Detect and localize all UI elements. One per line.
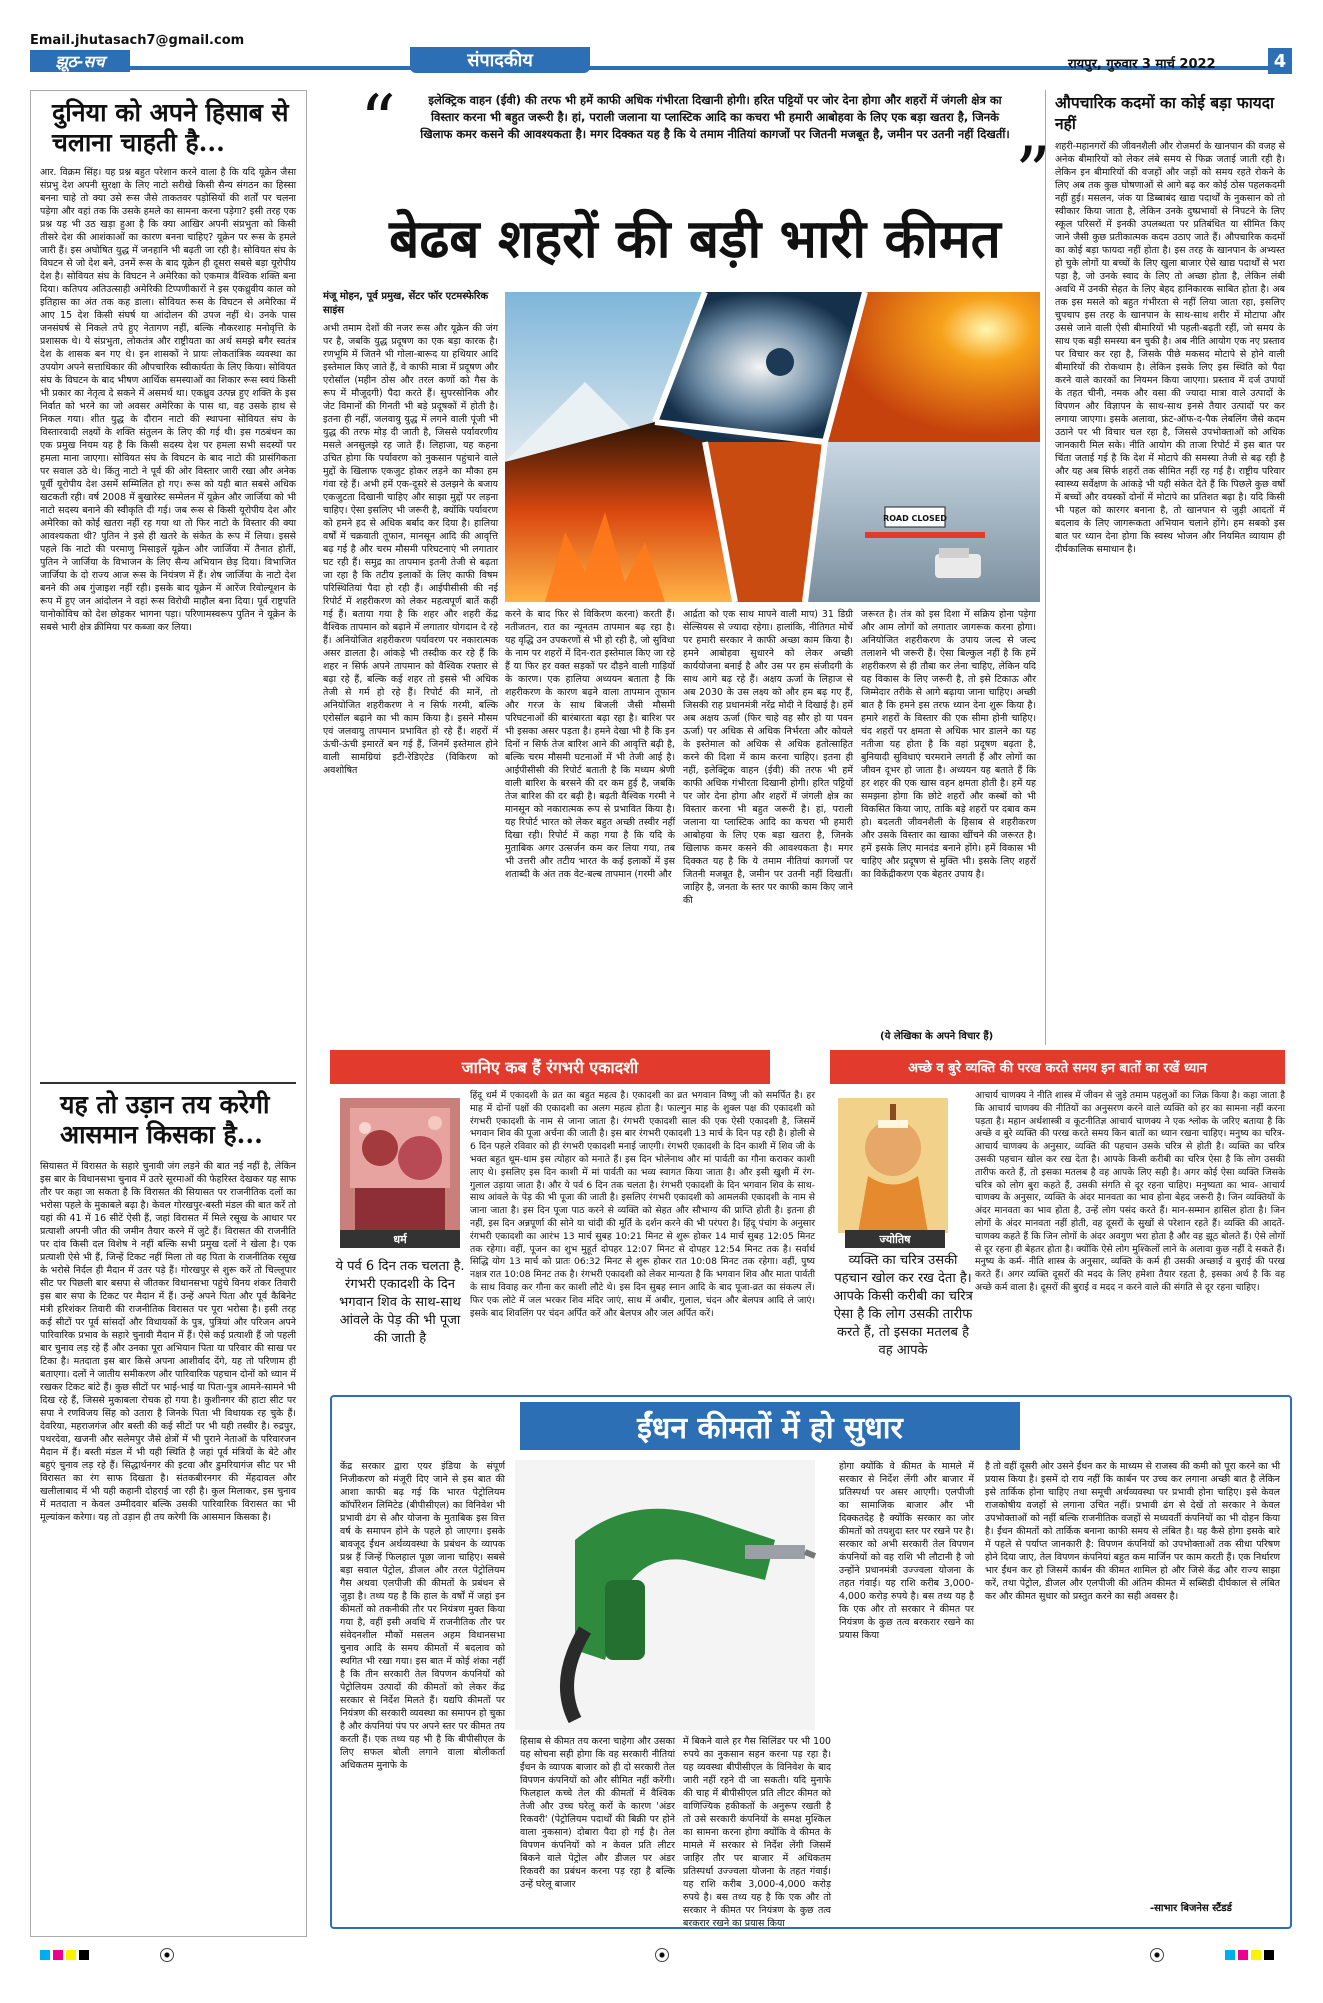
fuel-col1: केंद्र सरकार द्वारा एयर इंडिया के संपूर्ण निजीकरण को मंजूरी दिए जाने से इस बात की आशा काफी बढ़ गई कि भारत पेट्रोलियम कॉर्पोरेशन लिमिटेड (बीपीसीएल) का विनिवेश भी प्रभावी ढंग से और योजना के मुताबिक इस वित्त वर्ष के समापन होने के पहले हो जाएगा। इसके बावजूद ईंधन अर्थव्यवस्था के प्रबंधन के व्यापक प्रश्न हैं जिन्हें फिलहाल पूछा जाना चाहिए। सबसे बड़ा सवाल पेट्रोल, डीजल और तरल पेट्रोलियम गैस अथवा एलपीजी की कीमतों के प्रबंधन से जुड़ा है। तथ्य यह है कि हाल के वर्षों में जहां इन कीमतों को तकनीकी तौर पर नियंत्रण मुक्त किया गया है, वहीं इसी अवधि में राजनीतिक तौर पर संवेदनशील मौकों मसलन अहम विधानसभा चुनाव आदि के समय कीमतों में बदलाव को स्थगित भी रखा गया। इस बात में कोई शंका नहीं है कि तीन सरकारी तेल विपणन कंपनियों को पेट्रोलियम उत्पादों की कीमतों को लेकर केंद्र सरकार से निर्देश मिलते हैं। यद्यपि कीमतों पर नियंत्रण की सरकारी व्यवस्था का समापन हो चुका है और कंपनियां पंप पर अपने स्तर पर कीमत तय करती हैं। एक तथ्य यह भी है कि बीपीसीएल के लिए सफल बोली लगाने वाला बोलीकर्ता अधिकतम मुनाफे के bbox=[340, 1461, 505, 1771]
road-closed-sign: ROAD CLOSED bbox=[883, 514, 947, 523]
left-article-1-title: दुनिया को अपने हिसाब से चलाना चाहती है... bbox=[52, 98, 289, 157]
editorial-body-col1: अभी तमाम देशों की नजर रूस और यूक्रेन की जंग पर है, जबकि युद्ध प्रदूषण का एक बड़ा कारक है। रणभूमि में जितने भी गोला-बारूद या हथियार आदि इस्तेमाल किए जाते हैं, वे काफी मात्रा में प्रदूषण और एरोसॉल (महीन ठोस और तरल कणों को गैस के रूप में मौजूदगी) पैदा करते हैं। सुपरसोनिक और जेट विमानों की गिनती भी बड़े प्रदूषकों में होती है। इतना ही नहीं, जलवायु युद्ध में लगने वाली पूंजी भी युद्ध की तरफ मोड़ दी जाती है, जिससे पर्यावरणीय मसले अनसुलझे रह जाते हैं। लिहाजा, यह कहना उचित होगा कि पर्यावरण को नुकसान पहुंचाने वाले मुद्दों के खिलाफ एकजुट होकर लड़ने का मौका हम गंवा रहे हैं। अभी हमें एक-दूसरे से उलझने के बजाय एकजुटता दिखानी चाहिए और साझा मुद्दों पर लड़ना चाहिए। ऐसा इसलिए भी जरूरी है, क्योंकि पर्यावरण को हमने हद से अधिक बर्बाद कर दिया है। हालिया वर्षों में चक्रवाती तूफान, मानसून आदि की आवृत्ति बढ़ गई है और चरम मौसमी परिघटनाएं भी लगातार घट रही हैं। समुद्र का तापमान इतनी तेजी से बढ़ता जा रहा है कि तटीय इलाकों के लिए काफी विषम परिस्थितियां पैदा हो रही हैं। आईपीसीसी की नई रिपोर्ट में शहरीकरण को लेकर महत्वपूर्ण बातें कही गई हैं। बताया गया है कि शहर और शहरी केंद्र वैश्विक तापमान को बढ़ाने में लगातार योगदान दे रहे हैं। अनियोजित शहरीकरण पर्यावरण पर नकारात्मक असर डालता है। आंकड़े भी तस्दीक कर रहे हैं कि शहर न सिर्फ अपने तापमान को वैश्विक रफ्तार से बढ़ा रहे हैं, बल्कि कई शहर तो इससे भी अधिक तेजी से गर्म हो रहे हैं। रिपोर्ट की मानें, तो अनियोजित शहरीकरण ने न सिर्फ गरमी, बल्कि एरोसॉल बढ़ाने का भी काम किया है। इसने मौसम एवं जलवायु तापमान प्रभावित हो रहे हैं। शहरों में ऊंची-ऊंची इमारतें बन गई हैं, जिनमें इस्तेमाल होने वाली सामग्रियां इटी-रेडिएटेड (विकिरण को अवशोषित bbox=[323, 323, 498, 776]
fuel-col4b: होगा क्योंकि वे कीमत के मामले में सरकार से निर्देश लेंगी और बाजार में प्रतिस्पर्धा पर असर आएगी। एलपीजी का सामाजिक बाजार और भी दिक्कतदेह है क्योंकि सरकार का जोर कीमतों को तयशुदा स्तर पर रखने पर है। सरकार को अभी सरकारी तेल विपणन कंपनियों को वह राशि भी लौटानी है जो उन्होंने प्रधानमंत्री उज्ज्वला योजना के तहत गंवाई। यह राशि करीब 3,000-4,000 करोड़ रुपये है। बस तथ्य यह है कि एक और तो सरकार ने कीमत पर नियंत्रण के कुछ तत्व बरकरार रखने का प्रयास किया bbox=[839, 1461, 974, 1641]
chanakya-title-bar bbox=[830, 1050, 1285, 1084]
brand-text: झूठ-सच bbox=[55, 52, 105, 71]
fuel-credit: -साभार बिजनेस स्टैंडर्ड bbox=[1150, 1903, 1232, 1914]
right-article-body: शहरी-महानगरों की जीवनशैली और रोजमर्रा के खानपान की वजह से अनेक बीमारियों को लेकर लंबे समय से फिक्र जताई जाती रही है। लेकिन इन बीमारियों की वजहों और जड़ों को समय रहते रोकने के लिए अब तक कुछ घोषणाओं से आगे बढ़ कर कोई ठोस पहलकदमी नहीं हुई। मसलन, जंक या डिब्बाबंद खाद्य पदार्थों के नुकसान को तो स्वीकार किया जाता है, लेकिन उनके दुष्प्रभावों से निपटने के लिए स्कूल परिसरों में इनकी उपलब्धता पर प्रतिबंधित या सीमित किए जाने जैसी कुछ प्रतीकात्मक कदम उठाए जाते हैं। औपचारिक कदमों का कोई बड़ा फायदा नहीं होता है। इस तरह के खानपान के अभ्यस्त हो चुके लोगों या बच्चों के लिए खुला बाजार ऐसे खाद्य पदार्थों से भरा पड़ा है, जो उनके स्वाद के लिए तो अच्छा होता है, लेकिन लंबी अवधि में उनकी सेहत के लिए बेहद हानिकारक साबित होता है। अब तक इस मसले को बहुत गंभीरता से नहीं लिया जाता रहा, इसलिए चुपचाप इस तरह के खानपान के साथ-साथ शरीर में मोटापा और उससे जाने वाली ऐसी बीमारियों भी पहली-बढ़ती रहीं, जो समय के साथ एक बड़ी समस्या बन चुकी है। अब नीति आयोग एक नए प्रस्ताव पर विचार कर रहा है, जिसके पीछे मकसद मोटापे से होने वाली बीमारियों की रोकथाम है। लेकिन इसके लिए इस स्थिति को पैदा करने वाले कारकों का नियमन किया जाएगा। प्रस्ताव में दर्ज उपायों के तहत चीनी, नमक और वसा की ज्यादा मात्रा वाले उत्पादों के विपणन और विज्ञापन के साथ-साथ इनसे तैयार उत्पादों पर कर लगाया जाएगा। इसके अलावा, फ्रंट-ऑफ-द-पैक लेबलिंग जैसे कदम उठाने पर भी विचार चल रहा है, जिससे उपभोक्ताओं को अधिक जानकारी मिल सके। नीति आयोग की ताजा रिपोर्ट में इस बात पर चिंता जताई गई है कि देश में मोटापे की समस्या तेजी से बढ़ रही है और यह अब सिर्फ शहरों तक सीमित नहीं रह गई है। राष्ट्रीय परिवार स्वास्थ्य सर्वेक्षण के आंकड़े भी यही संकेत देते हैं कि पिछले कुछ वर्षों में बच्चों और वयस्कों दोनों में मोटापे का प्रतिशत बढ़ा है। यदि किसी भी पहल को कारगर बनाना है, तो खानपान से जुड़ी आदतों में बदलाव के लिए जागरूकता अभियान चलाने होंगे। हम सबको इस बात पर ध्यान देना होगा कि स्वस्थ भोजन और नियमित व्यायाम ही दीर्घकालिक समाधान है। bbox=[1055, 141, 1285, 555]
brand-logo bbox=[30, 50, 130, 72]
dateline: रायपुर, गुरुवार 3 मार्च 2022 bbox=[1068, 57, 1216, 72]
chanakya-portrait-svg bbox=[838, 1098, 948, 1233]
fuel-headline-bar bbox=[520, 1402, 1020, 1450]
ekadashi-photo bbox=[340, 1098, 460, 1238]
ekadashi-caption: ये पर्व 6 दिन तक चलता है. रंगभरी एकादशी के दिन भगवान शिव के साथ-साथ आंवले के पेड़ की भी पूजा की जाती है bbox=[335, 1259, 465, 1346]
ekadashi-title: जानिए कब हैं रंगभरी एकादशी bbox=[461, 1058, 639, 1077]
editorial-body-col3: आर्द्रता को एक साथ मापने वाली माप) 31 डिग्री सेल्सियस से ज्यादा रहेगा। हालांकि, नीतिगत मोर्चे पर हमारी सरकार ने काफी अच्छा काम किया है। हमने आबोहवा सुधारने को लेकर अच्छी कार्ययोजना बनाई है और उस पर हम संजीदगी के साथ आगे बढ़ रहे हैं। अक्षय ऊर्जा के लिहाज से अब 2030 के उस लक्ष्य को और हम बढ़ गए हैं, जिसकी राह प्रधानमंत्री नरेंद्र मोदी ने दिखाई है। हमें अब अक्षय ऊर्जा (फिर चाहे वह सौर हो या पवन ऊर्जा) पर अधिक से अधिक निर्भरता और कोयले के इस्तेमाल को अधिक से अधिक हतोत्साहित करने की दिशा में काम करना चाहिए। इतना ही नहीं, इलेक्ट्रिक वाहन (ईवी) की तरफ भी हमें काफी अधिक गंभीरता दिखानी होगी। हरित पट्टियों पर जोर देना होगा और शहरों में जंगली क्षेत्र का विस्तार करना भी बहुत जरूरी है। हां, पराली जलाना या प्लास्टिक आदि का कचरा भी हमारी आबोहवा के लिए एक बड़ा खतरा है, जिनके खिलाफ कमर कसने की आवश्यकता है। मगर दिक्कत यह है कि ये तमाम नीतियां कागजों पर जितनी मजबूत है, जमीन पर उतनी नहीं दिखतीं। जाहिर है, जनता के स्तर पर काफी काम किए जाने की bbox=[683, 609, 853, 906]
ekadashi-tag-text: धर्म bbox=[393, 1232, 407, 1246]
left-divider bbox=[40, 1082, 296, 1084]
right-article-title: औपचारिक कदमों का कोई बड़ा फायदा नहीं bbox=[1055, 93, 1274, 133]
close-quote-mark: ” bbox=[1015, 132, 1051, 214]
page-number: 4 bbox=[1268, 48, 1292, 74]
fuel-col5: है तो वहीं दूसरी ओर उसने ईंधन कर के माध्यम से राजस्व की कमी को पूरा करने का भी प्रयास किया है। इसमें दो राय नहीं कि कार्बन पर उच्च कर लगाना अच्छी बात है लेकिन इसे तार्किक होना चाहिए तथा समूची अर्थव्यवस्था पर प्रभावी होना चाहिए। इसे केवल राजकोषीय वजहों से लगाना उचित नहीं। प्रभावी ढंग से देखें तो सरकार ने केवल उपभोक्ताओं को नहीं बल्कि राजनीतिक वजहों से मध्यवर्ती कंपनियों का भी दोहन किया है। ईंधन कीमतों को तार्किक बनाना काफी समय से लंबित है। यह कैसे होगा इसके बारे में पहले से पर्याप्त जानकारी है: विपणन कंपनियों को उपभोक्ताओं तक सीधा परिषण होने दिया जाए, तेल विपणन कंपनियां बहुत कम मार्जिन पर काम करती हैं। एक निर्धारण भार ईंधन कर हो जिसमें कार्बन की कीमत शामिल हो और जिसे केंद्र और राज्य साझा करें, तथा पेट्रोल, डीजल और एलपीजी की अंतिम कीमत में सब्सिडी दीर्घकाल से लंबित कर और कीमत सुधार को प्रस्तुत करने का सही अवसर है। bbox=[985, 1461, 1280, 1602]
color-bar-right bbox=[1225, 1950, 1274, 1960]
editorial-body-col4: जरूरत है। तंत्र को इस दिशा में सक्रिय होना पड़ेगा और आम लोगों को लगातार जागरूक करना होगा। अनियोजित शहरीकरण के उपाय जल्द से जल्द तलाशने भी जरूरी हैं। ऐसा बिल्कुल नहीं है कि हमें शहरीकरण से ही तौबा कर लेना चाहिए, लेकिन यदि यह विकास के लिए जरूरी है, तो इसे टिकाऊ और जिम्मेदार तरीके से आगे बढ़ाया जाना चाहिए। अच्छी बात है कि हमने इस तरफ ध्यान देना शुरू किया है। हमारे शहरों के विस्तार की एक सीमा होनी चाहिए। चंद शहरों पर क्षमता से अधिक भार डालने का यह नतीजा यह होता है कि वहां प्रदूषण बढ़ता है, बुनियादी सुविधाएं चरमराने लगती हैं और लोगों का जीवन दूभर हो जाता है। अध्ययन यह बताते हैं कि हर शहर की एक खास वहन क्षमता होती है। हमें यह समझना होगा कि छोटे शहरों और कस्बों को भी विकसित किया जाए, ताकि बड़े शहरों पर दबाव कम हो। बदलती जीवनशैली के हिसाब से शहरीकरण और उसके विस्तार का खाका खींचने की जरूरत है। हमें इसके लिए मानदंड बनाने होंगे। हमें विकास भी चाहिए और प्रदूषण से मुक्ति भी। इसके लिए शहरों का विकेंद्रीकरण एक बेहतर उपाय है। bbox=[861, 609, 1036, 880]
chanakya-title: अच्छे व बुरे व्यक्ति की परख करते समय इन बातों का रखें ध्यान bbox=[908, 1061, 1207, 1076]
left-article-2-body: सियासत में विरासत के सहारे चुनावी जंग लड़ने की बात नई नहीं है, लेकिन इस बार के विधानसभा चुनाव में उतरे सूरमाओं की फेहरिस्त देखकर यह साफ तौर पर कहा जा सकता है कि विरासत की सियासत पर राजनीतिक दलों का भरोसा पहले के मुकाबले बढ़ा है। केवल गोरखपुर-बस्ती मंडल की बात करें तो यहां की 41 में 16 सीटें ऐसी हैं, जहां विरासत में मिले रसूख के आधार पर प्रत्याशी अपनी जीत की जमीन तैयार करने में जुटे हैं। विरासत की राजनीति पर दांव किसी दल विशेष ने नहीं बल्कि सभी प्रमुख दलों ने खेला है। एक प्रत्याशी ऐसे भी हैं, जिन्हें टिकट नहीं मिला तो वह पिता के राजनीतिक रसूख के भरोसे निर्दल ही मैदान में उतर पड़े हैं। गोरखपुर से शुरू करें तो चिल्लूपार सीट पर पिछली बार बसपा से जीतकर विधानसभा पहुंचे विनय शंकर तिवारी इस बार सपा के टिकट पर मैदान में हैं। उन्हें अपने पिता और पूर्व कैबिनेट मंत्री हरिशंकर तिवारी की राजनीतिक विरासत पर पूरा भरोसा है। इसी तरह कई सीटों पर पूर्व सांसदों और विधायकों के पुत्र, पुत्रियां और परिजन अपने पारिवारिक प्रभाव के सहारे चुनावी मैदान में हैं। ऐसे कई प्रत्याशी हैं जो पहली बार चुनाव लड़ रहे हैं और उनका पूरा अभियान पिता या परिवार की साख पर टिका है। मतदाता इस बार किसे अपना आशीर्वाद देंगे, यह तो परिणाम ही बताएगा। दलों ने जातीय समीकरण और पारिवारिक पहचान दोनों को ध्यान में रखकर टिकट बांटे हैं। कुछ सीटों पर भाई-भाई या पिता-पुत्र आमने-सामने भी दिख रहे हैं, जिससे मुकाबला रोचक हो गया है। कुशीनगर की हाटा सीट पर सपा ने रणविजय सिंह को उतारा है जिनके पिता भी विधायक रह चुके हैं। देवरिया, महराजगंज और बस्ती की कई सीटों पर भी यही तस्वीर है। रुद्रपुर, पथरदेवा, खजनी और सलेमपुर जैसे क्षेत्रों में भी पुराने नेताओं के परिवारजन मैदान में हैं। बस्ती मंडल में भी यही स्थिति है जहां पूर्व मंत्रियों के बेटे और बहुएं चुनाव लड़ रहे हैं। सिद्धार्थनगर की इटवा और डुमरियागंज सीट पर भी विरासत का रंग साफ दिखता है। संतकबीरनगर की मेंहदावल और खलीलाबाद में भी यही कहानी दोहराई जा रही है। कुल मिलाकर, इस चुनाव में मतदाता न केवल उम्मीदवार बल्कि उसकी पारिवारिक विरासत का भी मूल्यांकन करेगा। यह तो उड़ान ही तय करेगी कि आसमान किसका है। bbox=[40, 1161, 296, 1523]
fuel-headline: ईंधन कीमतों में हो सुधार bbox=[637, 1410, 903, 1446]
email-line: Email.jhutasach7@gmail.com bbox=[30, 33, 245, 48]
editorial-body-col2: करने के बाद फिर से विकिरण करना) करती हैं। नतीजतन, रात का न्यूनतम तापमान बढ़ रहा है। यह वृद्धि उन उपकरणों से भी हो रही है, जो सुविधा के नाम पर शहरों में दिन-रात इस्तेमाल किए जा रहे हैं या फिर हर वक्त सड़कों पर दौड़ने वाली गाड़ियों के कारण। एक हालिया अध्ययन बताता है कि शहरीकरण के कारण बढ़ने वाला तापमान तूफान और गरज के साथ बिजली जैसी मौसमी परिघटनाओं की बारंबारता बढ़ा रहा है। बारिश पर भी इसका असर पड़ता है। हमने देखा भी है कि इन दिनों न सिर्फ तेज बारिश आने की आवृत्ति बढ़ी है, बल्कि चरम मौसमी घटनाओं में भी तेजी आई है। आईपीसीसी की रिपोर्ट बताती है कि मध्यम श्रेणी वाली बारिश के बरसने की दर कम हुई है, जबकि तेज बारिश की दर बढ़ी है। बढ़ती वैश्विक गरमी ने मानसून को नकारात्मक रूप से प्रभावित किया है। यह रिपोर्ट भारत को लेकर बहुत अच्छी तस्वीर नहीं दिखा रही। रिपोर्ट में कहा गया है कि यदि के मुताबिक अगर उत्सर्जन कम कर लिया गया, तब भी उत्तरी और तटीय भारत के कई इलाकों में इस शताब्दी के अंत तक वेट-बल्ब तापमान (गरमी और bbox=[505, 609, 675, 880]
pull-quote: इलेक्ट्रिक वाहन (ईवी) की तरफ भी हमें काफी अधिक गंभीरता दिखानी होगी। हरित पट्टियों पर जोर देना होगा और शहरों में जंगली क्षेत्र का विस्तार करना भी बहुत जरूरी है। हां, पराली जलाना या प्लास्टिक आदि का कचरा भी हमारी आबोहवा के लिए एक बड़ा खतरा है, जिनके खिलाफ कमर कसने की आवश्यकता है। मगर दिक्कत यह है कि ये तमाम नीतियां कागजों पर जितनी मजबूत है, जमीन पर उतनी नहीं दिखतीं। bbox=[420, 93, 1010, 141]
chanakya-caption: व्यक्ति का चरित्र उसकी पहचान खोल कर रख देता है। आपके किसी करीबी का चरित्र ऐसा है कि लोग उसकी तारीफ करते हैं, तो इसका मतलब है वह आपके bbox=[833, 1253, 973, 1358]
chanakya-body: आचार्य चाणक्य ने नीति शास्त्र में जीवन से जुड़े तमाम पहलुओं का जिक्र किया है। कहा जाता है कि आचार्य चाणक्य की नीतियों का अनुसरण करने वाले व्यक्ति को हर का सामना नहीं करना पड़ता है। महान अर्थशास्त्री व कूटनीतिज्ञ आचार्य चाणक्य ने एक श्लोक के जरिए बताया है कि अच्छे व बुरे व्यक्ति की परख करते समय किन बातों का ध्यान रखना चाहिए। मनुष्य का चरित्र- आचार्य चाणक्य के अनुसार, व्यक्ति की पहचान उसके चरित्र से होती है। व्यक्ति का चरित्र उसकी पहचान खोल कर रख देता है। आपके किसी करीबी का चरित्र ऐसा है कि लोग उसकी तारीफ करते हैं, तो इसका मतलब है वह आपके लिए सही है। अगर कोई ऐसा व्यक्ति जिसके चरित्र को लोग बुरा कहते हैं, उसकी संगति से दूर रहना चाहिए। मनुष्यता का भाव- आचार्य चाणक्य के अनुसार, व्यक्ति के अंदर मानवता का भाव होना बेहद जरूरी है। जिन व्यक्तियों के अंदर मानवता का भाव होता है, उन्हें लोग पसंद करते हैं। मान-सम्मान हासिल होता है। जिन लोगों के अंदर मानवता नहीं होती, वह दूसरों के सुखों से परेशान रहते हैं। व्यक्ति की आदतें- चाणक्य कहते हैं कि जिन लोगों के अंदर अवगुण भरा होता है और वह झूठ बोलते हैं। ऐसे लोगों से दूर रहना ही बेहतर होता है। क्योंकि ऐसे लोग मुश्किलों लाने के अलावा कुछ नहीं दे सकते हैं। मनुष्य के कर्म- नीति शास्त्र के अनुसार, व्यक्ति के कर्म ही उसकी अच्छाई व बुराई की परख करते हैं। अगर व्यक्ति दूसरों की मदद के लिए हमेशा तैयार रहता है, इसका अर्थ है कि वह अच्छे कर्म वाला है। दूसरों की बुराई व मदद न करने वाले की संगति से दूर रहना चाहिए। bbox=[975, 1090, 1285, 1293]
left-article-2-title: यह तो उड़ान तय करेगी आसमान किसका है... bbox=[60, 1090, 270, 1149]
fuel-col3: हिसाब से कीमत तय करना चाहेगा और उसका यह सोचना सही होगा कि वह सरकारी नीतियां ईंधन के व्यापक बाजार को ही दो सरकारी तेल विपणन कंपनियों को और सीमित नहीं करेंगी। फिलहाल कच्चे तेल की कीमतों में वैश्विक तेजी और उच्च घरेलू करों के कारण 'अंडर रिकवरी' (पेट्रोलियम पदार्थों की बिक्री पर होने वाला नुकसान) दोबारा पैदा हो गई है। तेल विपणन कंपनियों को न केवल प्रति लीटर बिकने वाले पेट्रोल और डीजल पर अंडर रिकवरी का प्रबंधन करना पड़ रहा है बल्कि उन्हें घरेलू बाजार bbox=[520, 1736, 675, 1890]
color-bar-left bbox=[40, 1950, 89, 1960]
main-headline: बेढब शहरों की बड़ी भारी कीमत bbox=[389, 208, 1001, 270]
chanakya-photo-tag bbox=[845, 1230, 945, 1248]
registration-mark-left bbox=[160, 1948, 174, 1962]
section-banner bbox=[410, 47, 590, 73]
byline: मंजू मोहन, पूर्व प्रमुख, सेंटर फॉर एटमस्फेरिक साइंस bbox=[323, 291, 489, 316]
fuel-nozzle-svg bbox=[515, 1460, 815, 1730]
registration-mark-center bbox=[655, 1948, 669, 1962]
chanakya-tag-text: ज्योतिष bbox=[879, 1232, 911, 1246]
fuel-col4: में बिकने वाले हर गैस सिलिंडर पर भी 100 रुपये का नुकसान सहन करना पड़ रहा है। यह व्यवस्था बीपीसीएल के विनिवेश के बाद जारी नहीं रहने दी जा सकती। यदि मुनाफे की चाह में बीपीसीएल प्रति लीटर कीमत को वाणिज्यिक हकीकतों के अनुरूप रखती है तो उसे सरकारी कंपनियों के समक्ष मुश्किल का सामना करना होगा क्योंकि वे कीमत के मामले में सरकार से निर्देश लेंगी जिसमें जाहिर तौर पर बाजार में अधिकतम प्रतिस्पर्धा उज्ज्वला योजना के तहत गंवाई। यह राशि करीब 3,000-4,000 करोड़ रुपये है। बस तथ्य यह है कि एक और तो सरकार ने कीमत पर नियंत्रण के कुछ तत्व बरकरार रखने का प्रयास किया bbox=[683, 1736, 831, 1929]
registration-mark-right bbox=[1150, 1948, 1164, 1962]
open-quote-mark: “ bbox=[360, 80, 396, 162]
ekadashi-title-bar bbox=[330, 1050, 770, 1084]
chanakya-photo bbox=[838, 1098, 948, 1233]
section-title: संपादकीय bbox=[467, 50, 533, 71]
ekadashi-body: हिंदू धर्म में एकादशी के व्रत का बहुत महत्व है। एकादशी का व्रत भगवान विष्णु जी को समर्पित है। हर माह में दोनों पक्षों की एकादशी का अलग महत्व होता है। फाल्गुन माह के शुक्ल पक्ष की एकादशी को रंगभरी एकादशी के नाम से जाना जाता है। रंगभरी एकादशी साल की एक ऐसी एकादशी है, जिसमें भगवान शिव की पूजा अर्चना की जाती है। इस बार रंगभरी एकादशी 13 मार्च के दिन पड़ रही है। होली से 6 दिन पहले रविवार को ही रंगभरी एकादशी मनाई जाएगी। रंगभरी एकादशी के दिन काशी में शिव जी के भक्त बहुत धूम-धाम इस त्योहार को मनाते हैं। इस दिन भोलेनाथ और मां पार्वती का गौना कराकर काशी लाए थे। इसलिए इस दिन काशी में मां पार्वती का भव्य स्वागत किया जाता है। और इसी खुशी में रंग-गुलाल उड़ाया जाता है। और ये पर्व 6 दिन तक चलता है। रंगभरी एकादशी के दिन भगवान शिव के साथ-साथ आंवले के पेड़ की भी पूजा की जाती है। इसलिए रंगभरी एकादशी को आमलकी एकादशी के नाम से जाना जाता है। इस दिन पूजा पाठ करने से व्यक्ति को सेहत और सौभाग्य की प्राप्ति होती है। इतना ही नहीं, इस दिन अन्नपूर्णा की सोने या चांदी की मूर्ति के दर्शन करने की भी परंपरा है। हिंदू पंचांग के अनुसार रंगभरी एकादशी का आरंभ 13 मार्च सुबह 10:21 मिनट से शुरू होकर 14 मार्च सुबह 12:05 मिनट तक रहेगा। वहीं, पूजन का शुभ मुहूर्त दोपहर 12:07 मिनट से दोपहर 12:54 मिनट तक है। सर्वार्थ सिद्धि योग 13 मार्च को प्रातः 06:32 मिनट से शुरू होकर रात 10:08 मिनट तक रहेगा। वहीं, पुष्य नक्षत्र रात 10:08 मिनट तक है। रंगभरी एकादशी को लेकर मान्यता है कि भगवान शिव और माता पार्वती के साथ विवाह कर गौना कर काशी लौटे थे। इस दिन सुबह स्नान आदि के बाद पूजा-व्रत का संकल्प लें। फिर एक लोटे में जल भरकर शिव मंदिर जाएं, साथ में अबीर, गुलाल, चंदन और बेलपत्र आदि ले जाएं। इसके बाद शिवलिंग पर चंदन अर्पित करें और बेलपत्र और जल अर्पित करें। bbox=[470, 1090, 815, 1319]
author-note: (ये लेखिका के अपने विचार हैं) bbox=[880, 1031, 994, 1042]
holi-photo-svg bbox=[340, 1098, 460, 1238]
fuel-nozzle-image bbox=[515, 1460, 815, 1730]
left-article-1-body: आर. विक्रम सिंह। यह प्रश्न बहुत परेशान करने वाला है कि यदि यूक्रेन जैसा संप्रभु देश अपनी सुरक्षा के लिए नाटो सरीखे किसी सैन्य संगठन का हिस्सा बनना चाहे तो क्या उसे रूस जैसे ताकतवर पड़ोसियों की शर्तों पर चलना पड़ेगा और वहां तक कि उसके हमले का सामना करना पड़ेगा? इसी तरह एक प्रश्न यह भी उठ खड़ा हुआ है कि क्या आखिर अपनी संप्रभुता को किसी तीसरे देश की आशंकाओं का कारण बनना चाहिए? यूक्रेन पर रूस के हमले जारी हैं। इस अघोषित युद्ध में जनहानि भी बढ़ती जा रही है। सोवियत संघ के विघटन से जो देश बने, उनमें रूस के बाद यूक्रेन ही दूसरा सबसे बड़ा यूरोपीय देश है। सोवियत संघ के विघटन ने अमेरिका को एकमात्र वैश्विक शक्ति बना दिया। कतिपय अतिउत्साही अमेरिकी टिप्पणीकारों ने इस एकध्रुवीय काल को इतिहास का अंत तक कह डाला। सोवियत रूस के विघटन से अमेरिका में आए 15 देश किसी संघर्ष या आंदोलन की उपज नहीं थे। उनके पास जनसंघर्ष से निकले तपे हुए नेतागण नहीं, बल्कि नौकरशाह मनोवृत्ति के प्रशासक थे। ये संप्रभुता, लोकतंत्र और राष्ट्रीयता का अर्थ समझे बगैर स्वतंत्र देश के शासक बन गए थे। इन शासकों ने प्रायः लोकतांत्रिक व्यवस्था का उपयोग अपने सत्ताधिकार की औपचारिक स्वीकार्यता के लिए किया। सोवियत संघ के विघटन के बाद भीषण आर्थिक समस्याओं का शिकार रूस स्वयं किसी भी प्रकार का नेतृत्व दे सकने में असमर्थ था। एकध्रुव उत्पन्न हुए शक्ति के इस निर्वात को भरने का जो अवसर अमेरिका के पास था, वह उसके हाथ से निकल गया। शीत युद्ध के दौरान नाटो की स्थापना सोवियत संघ के विस्तारवादी लक्ष्यों के शक्ति संतुलन के लिए की गई थी। इस गठबंधन का एक प्रमुख नियम यह है कि किसी सदस्य देश पर हमला सभी सदस्यों पर हमला माना जाएगा। सोवियत संघ के विघटन के बाद नाटो की प्रासंगिकता पर सवाल उठे थे। किंतु नाटो ने पूर्व की ओर विस्तार जारी रखा और अनेक पूर्वी यूरोपीय देश उसमें सम्मिलित हो गए। रूस को यही बात सबसे अधिक खटकती रही। वर्ष 2008 में बुखारेस्ट सम्मेलन में यूक्रेन और जार्जिया को भी नाटो सदस्य बनाने की स्वीकृति दी गई। जब रूस से किसी यूरोपीय देश और अमेरिका को कोई खतरा नहीं रह गया था तो फिर नाटो के विस्तार की क्या आवश्यकता थी? पुतिन ने इसे ही खतरे के संकेत के रूप में लिया। इससे पहले कि नाटो की परमाणु मिसाइलें यूक्रेन और जार्जिया में तैनात होतीं, पुतिन ने जार्जिया के विभाजन के लिए सैन्य अभियान छेड़ दिया। विभाजित जार्जिया के दो राज्य आज रूस के नियंत्रण में हैं। शेष जार्जिया के नाटो देश बनने की अब गुंजाइश नहीं रही। इसके बाद यूक्रेन में आरेंज रिवोल्यूशन के रूप में हुए जन आंदोलन ने वहां रूस विरोधी माहौल बना दिया। पूर्व राष्ट्रपति यानोकोविच को देश छोड़कर भागना पड़ा। परिणामस्वरूप पुतिन ने यूक्रेन के सबसे भारी क्षेत्र क्रीमिया पर कब्जा कर लिया। bbox=[40, 167, 296, 633]
ekadashi-photo-tag bbox=[340, 1230, 460, 1248]
collage-svg bbox=[505, 292, 1040, 602]
climate-collage-image bbox=[505, 292, 1040, 602]
